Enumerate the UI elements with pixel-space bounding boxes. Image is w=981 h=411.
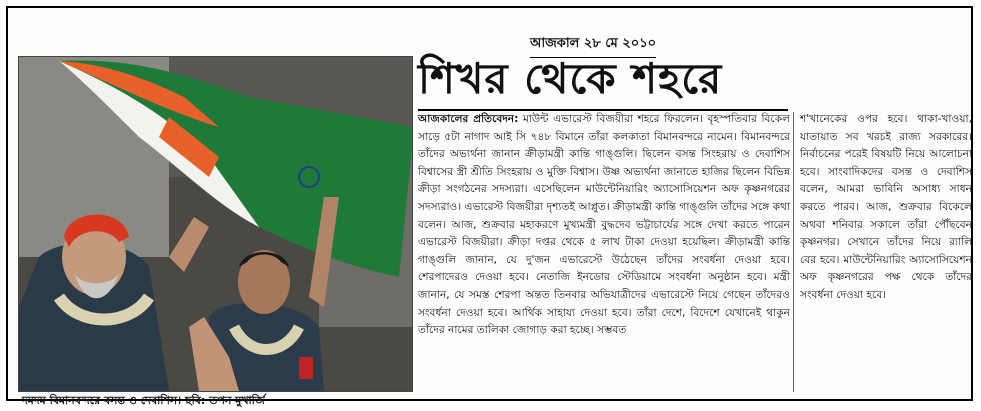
article-body-2: শ'খানেকের ওপর হবে। থাকা-খাওয়া, যাতায়াত সব খরচই রাজ্য সরকারের। নির্বাচনের পরেই বিষয়টি নিয়ে আলোচনা হবে। সাংবাদিকদের বসন্ত ও দেবাশিস বলেন, আমরা ভাবিনি অসাধ্য সাধন করতে পারব। আজ, শুক্রবার বিকেলে অথবা শনিবার সকালে তাঁরা পৌঁছবেন কৃষ্ণনগর। সেখানে তাঁদের নিয়ে র‍্যালি বের হবে। মাউন্টেনিয়ারিং অ্যাসোসিয়েশন অফ কৃষ্ণনগরের পক্ষ থেকে তাঁদের সংবর্ধনা দেওয়া হবে। [800, 113, 972, 301]
newspaper-clipping [6, 6, 973, 407]
article-lede: আজকালের প্রতিবেদন: [418, 113, 519, 125]
climbers-photo-illustration [19, 57, 412, 391]
article-body-1: মাউন্ট এভারেস্ট বিজয়ীরা শহরে ফিরলেন। বৃহস্পতিবার বিকেল সাড়ে ৫টা নাগাদ আই সি ৭৪৮ বিমানে তাঁরা কলকাতা বিমানবন্দরে নামেন। বিমানবন্দরে তাঁদের অভ্যর্থনা জানান ক্রীড়ামন্ত্রী কান্তি গাঙ্গুলি। ছিলেন বসন্ত সিংহরায় ও দেবাশিস বিশ্বাসের স্ত্রী শ্রীতি সিংহরায় ও মুক্তি বিশ্বাস। উষ্ণ অভ্যর্থনা জানাতে হাজির ছিলেন বিভিন্ন ক্রীড়া সংগঠনের সদস্যরা। এসেছিলেন মাউন্টেনিয়ারিং অ্যাসোসিয়েশন অফ কৃষ্ণনগরের সদস্যরাও। এভারেস্ট বিজয়ীরা দৃশ্যতই আপ্লুত। ক্রীড়ামন্ত্রী কান্তি গাঙ্গুলি তাঁদের সঙ্গে কথা বলেন। আজ, শুক্রবার মহাকরণে মুখ্যমন্ত্রী বুদ্ধদেব ভট্টাচার্যের সঙ্গে দেখা করতে পারেন এভারেস্ট বিজয়ীরা। ক্রীড়া দপ্তর থেকে ৫ লাখ টাকা দেওয়া হয়েছিল। ক্রীড়ামন্ত্রী কান্তি গাঙ্গুলি জানান, যে দু'জন এভারেস্টে উঠেছেন তাঁদের সংবর্ধনা দেওয়া হবে। শেরপাদেরও দেওয়া হবে। নেতাজি ইনডোর স্টেডিয়ামে সংবর্ধনা অনুষ্ঠান হবে। মন্ত্রী জানান, যে সমস্ত শেরপা অন্তত তিনবার অভিযাত্রীদের এভারেস্টে নিয়ে গেছেন তাঁদেরও সংবর্ধনা দেওয়া হবে। আর্থিক সাহায্য দেওয়া হবে। তাঁরা দেশে, বিদেশে যেখানেই থাকুন তাঁদের নামের তালিকা জোগাড় করা হচ্ছে। সম্ভবত [418, 113, 790, 337]
headline: শিখর থেকে শহরে [418, 54, 723, 103]
article-column-2 [800, 111, 972, 305]
article-column-1 [418, 111, 790, 340]
news-photo [18, 56, 413, 392]
dateline: আজকাল ২৮ মে ২০১০ [530, 34, 656, 58]
photo-caption: দমদম বিমানবন্দরে বসন্ত ও দেবাশিস। ছবি: তপন মুখার্জি [22, 394, 265, 407]
column-divider [793, 112, 794, 392]
